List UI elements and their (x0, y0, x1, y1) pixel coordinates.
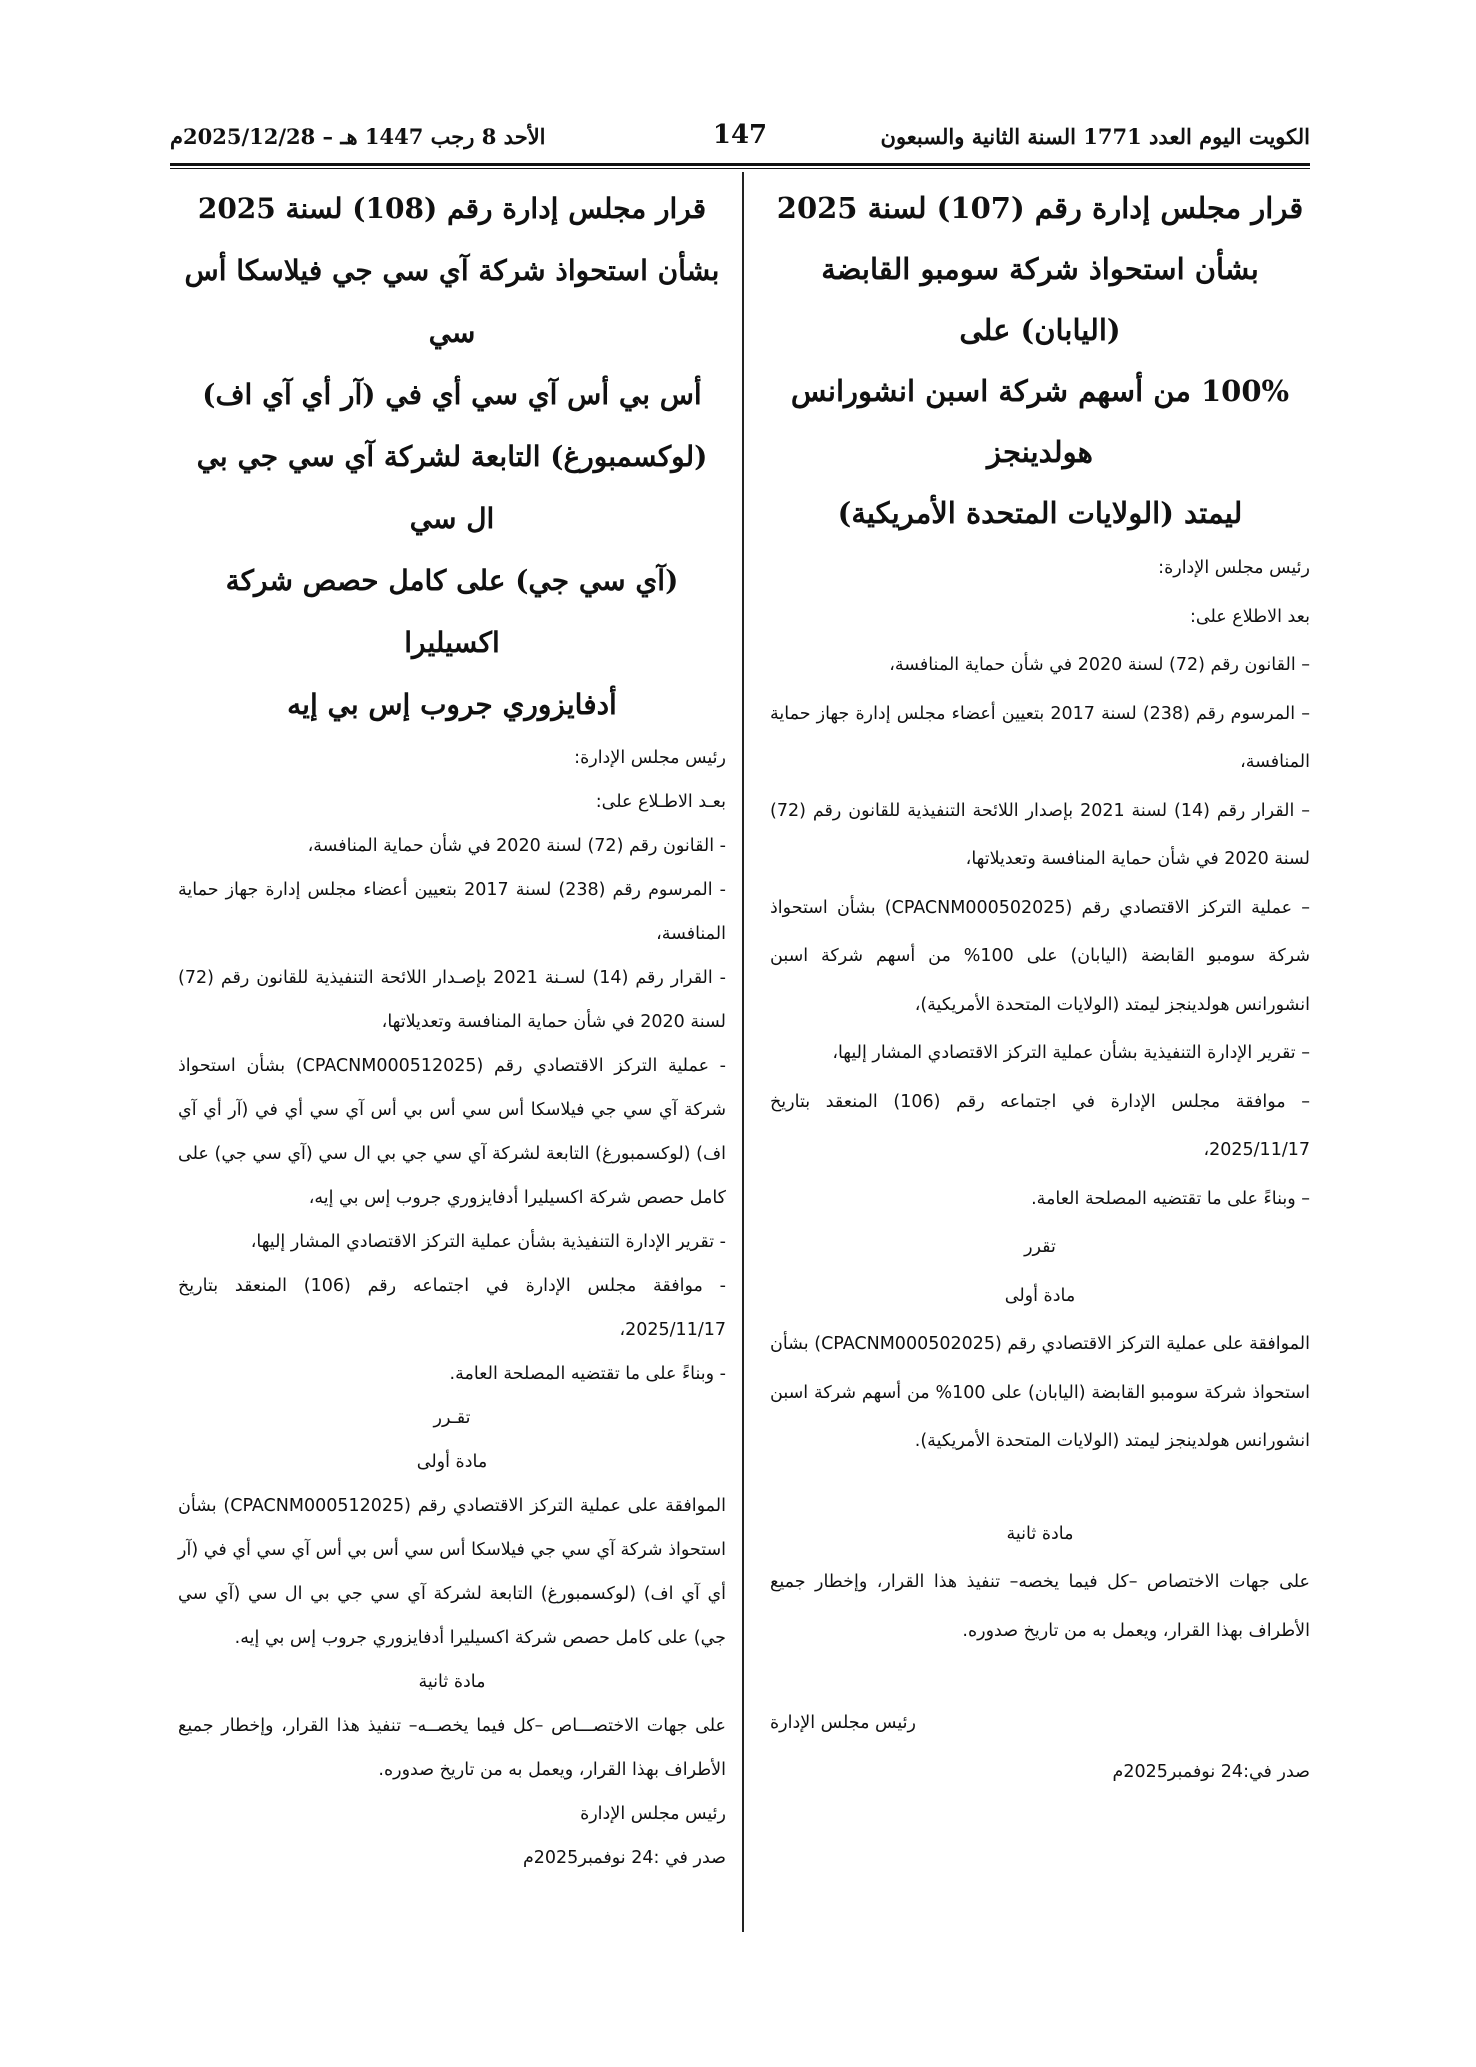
decision-title-line: (آي سي جي) على كامل حصص شركة اكسيليرا (225, 564, 679, 659)
article-one-heading: مادة أولى (416, 1452, 488, 1472)
preamble-item: - تقرير الإدارة التنفيذية بشأن عملية التركز الاقتصادي المشار إليها، (250, 1232, 726, 1252)
issue-info: الكويت اليوم العدد 1771 السنة الثانية والسبعون (880, 124, 1310, 149)
preamble-item: - المرسوم رقم (238) لسنة 2017 بتعيين أعضاء مجلس إدارة جهاز حماية المنافسة، (178, 880, 726, 944)
article-two-text: على جهات الاختصاص –كل فيما يخصه– تنفيذ هذا القرار، وإخطار جميع الأطراف بهذا القرار، ويعمل به من تاريخ صدوره. (770, 1572, 1310, 1641)
issue-date-line: صدر في:24 نوفمبر2025م (1112, 1761, 1310, 1782)
preamble-item: – القانون رقم (72) لسنة 2020 في شأن حماية المنافسة، (889, 655, 1310, 675)
preamble-item: – القرار رقم (14) لسنة 2021 بإصدار اللائحة التنفيذية للقانون رقم (72) لسنة 2020 في شأن حماية المنافسة وتعديلاتها، (770, 800, 1310, 869)
after-review-label: بعد الاطلاع على: (1190, 606, 1310, 627)
signature: رئيس مجلس الإدارة (580, 1804, 726, 1824)
issue-date-line: صدر في :24 نوفمبر2025م (522, 1848, 726, 1868)
preamble-item: – موافقة مجلس الإدارة في اجتماعه رقم (106) المنعقد بتاريخ 2025/11/17، (770, 1091, 1310, 1160)
preamble-item: – عملية التركز الاقتصادي رقم (CPACNM000502025) بشأن استحواذ شركة سومبو القابضة (اليابان) على 100% من أسهم شركة اسبن انشورانس هولدينجز ليمتد (الولايات المتحدة الأمريكية)، (770, 897, 1310, 1015)
signature: رئيس مجلس الإدارة (770, 1713, 916, 1733)
decision-title-line: أس بي أس آي سي أي في (آر أي آي اف) (202, 378, 702, 411)
preamble-item: - موافقة مجلس الإدارة في اجتماعه رقم (106) المنعقد بتاريخ 2025/11/17، (178, 1276, 726, 1340)
chairman-label: رئيس مجلس الإدارة: (574, 748, 726, 768)
decision-title-line: 100% من أسهم شركة اسبن انشورانس هولدينجز (790, 374, 1290, 469)
decision-107 (770, 178, 1310, 1796)
preamble-item: - عملية التركز الاقتصادي رقم (CPACNM000512025) بشأن استحواذ شركة آي سي جي فيلاسكا أس سي أس بي أس آي سي أي في (آر أي آي اف) (لوكسمبورغ) التابعة لشركة آي سي جي بي ال سي (آي سي جي) على كامل حصص شركة اكسيليرا أدفايزوري جروب إس بي إيه، (178, 1056, 726, 1208)
header-rule-thin (170, 168, 1310, 169)
article-one-text: الموافقة على عملية التركز الاقتصادي رقم (CPACNM000502025) بشأن استحواذ شركة سومبو القابضة (اليابان) على 100% من أسهم شركة اسبن انشورانس هولدينجز ليمتد (الولايات المتحدة الأمريكية). (770, 1334, 1310, 1451)
after-review-label: بعـد الاطـلاع على: (595, 792, 726, 812)
article-two-heading: مادة ثانية (1006, 1523, 1074, 1544)
preamble-item: - القرار رقم (14) لسـنة 2021 بإصـدار اللائحة التنفيذية للقانون رقم (72) لسنة 2020 في شأن حماية المنافسة وتعديلاتها، (178, 968, 726, 1032)
decision-title-line: قرار مجلس إدارة رقم (107) لسنة 2025 (776, 191, 1304, 225)
decision-title-line: بشأن استحواذ شركة سومبو القابضة (اليابان) على (821, 252, 1259, 347)
chairman-label: رئيس مجلس الإدارة: (1158, 558, 1310, 578)
preamble-item: – المرسوم رقم (238) لسنة 2017 بتعيين أعضاء مجلس إدارة جهاز حماية المنافسة، (770, 703, 1311, 772)
column-divider (742, 172, 744, 1932)
article-two-heading: مادة ثانية (418, 1672, 486, 1692)
decides-heading: تقـرر (433, 1408, 471, 1428)
decision-title-line: أدفايزوري جروب إس بي إيه (287, 688, 617, 721)
decision-title-line: (لوكسمبورغ) التابعة لشركة آي سي جي بي ال سي (196, 440, 708, 535)
article-two-text: على جهات الاختصـــاص –كل فيما يخصــه– تنفيذ هذا القرار، وإخطار جميع الأطراف بهذا القرار، ويعمل به من تاريخ صدوره. (178, 1716, 726, 1780)
preamble-item: – وبناءً على ما تقتضيه المصلحة العامة. (1031, 1188, 1310, 1209)
preamble-item: – تقرير الإدارة التنفيذية بشأن عملية التركز الاقتصادي المشار إليها، (832, 1043, 1310, 1063)
article-one-text: الموافقة على عملية التركز الاقتصادي رقم (CPACNM000512025) بشأن استحواذ شركة آي سي جي فيلاسكا أس سي أس بي أس آي سي أي في (آر أي آي اف) (لوكسمبورغ) التابعة لشركة آي سي جي بي ال سي (آي سي جي) على كامل حصص شركة اكسيليرا أدفايزوري جروب إس بي إيه. (178, 1496, 726, 1648)
preamble-item: - القانون رقم (72) لسنة 2020 في شأن حماية المنافسة، (307, 836, 726, 856)
decides-heading: تقرر (1024, 1237, 1056, 1257)
article-one-heading: مادة أولى (1004, 1285, 1076, 1306)
header-rule (170, 163, 1310, 166)
decision-title-line: ليمتد (الولايات المتحدة الأمريكية) (837, 496, 1243, 530)
decision-108 (178, 178, 726, 1880)
page-header (170, 118, 1310, 162)
preamble-item: - وبناءً على ما تقتضيه المصلحة العامة. (449, 1364, 726, 1384)
issue-date: الأحد 8 رجب 1447 هـ – 2025/12/28م (170, 124, 546, 149)
page-number: 147 (712, 120, 768, 150)
decision-title-line: قرار مجلس إدارة رقم (108) لسنة 2025 (197, 192, 707, 225)
decision-title-line: بشأن استحواذ شركة آي سي جي فيلاسكا أس سي (184, 254, 720, 349)
